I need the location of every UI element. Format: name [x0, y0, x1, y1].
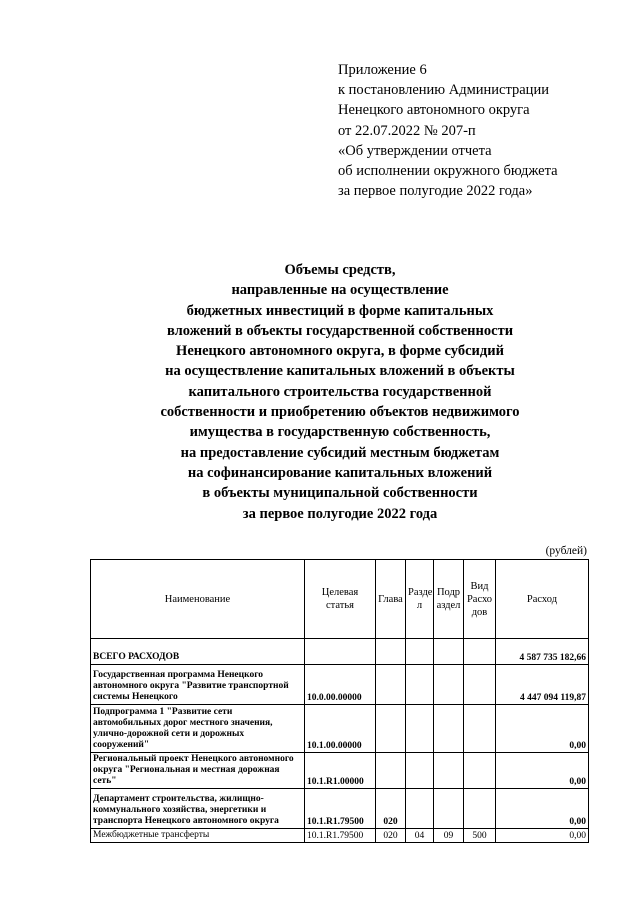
row-chapter	[376, 665, 406, 705]
header-expense-type: Вид Расхо дов	[464, 560, 496, 639]
row-section	[406, 753, 434, 789]
title-line: направленные на осуществление	[231, 282, 449, 299]
document-title	[90, 260, 590, 524]
row-name: Межбюджетные трансферты	[91, 829, 305, 843]
table-row	[91, 639, 589, 665]
header-amount: Расход	[496, 560, 589, 639]
row-amount: 0,00	[496, 705, 589, 753]
row-name: ВСЕГО РАСХОДОВ	[91, 639, 305, 665]
row-expense-type: 500	[464, 829, 496, 843]
appendix-line: «Об утверждении отчета	[338, 142, 492, 159]
row-subsection	[434, 639, 464, 665]
row-subsection	[434, 665, 464, 705]
title-line: на предоставление субсидий местным бюджетам	[180, 444, 500, 461]
table-row	[91, 705, 589, 753]
table-header-row	[91, 560, 589, 639]
header-subsection: Подр аздел	[434, 560, 464, 639]
row-amount: 4 587 735 182,66	[496, 639, 589, 665]
appendix-line: об исполнении окружного бюджета	[338, 163, 558, 180]
row-subsection	[434, 753, 464, 789]
units-label: (рублей)	[545, 545, 587, 557]
row-section	[406, 789, 434, 829]
row-name: Государственная программа Ненецкого автономного округа "Развитие транспортной системы Ненецкого	[91, 665, 305, 705]
row-name: Департамент строительства, жилищно-коммунального хозяйства, энергетики и транспорта Ненецкого автономного округа	[91, 789, 305, 829]
row-chapter: 020	[376, 829, 406, 843]
appendix-line: Ненецкого автономного округа	[338, 102, 530, 119]
title-line: капитального строительства государственной	[188, 383, 492, 400]
row-chapter	[376, 639, 406, 665]
row-chapter	[376, 705, 406, 753]
appendix-header	[338, 60, 558, 201]
header-target: Целевая статья	[305, 560, 376, 639]
row-subsection	[434, 789, 464, 829]
header-name: Наименование	[91, 560, 305, 639]
row-name: Подпрограмма 1 "Развитие сети автомобильных дорог местного значения, улично-дорожной сети и дорожных сооружений"	[91, 705, 305, 753]
row-target: 10.1.R1.00000	[305, 753, 376, 789]
row-expense-type	[464, 705, 496, 753]
row-subsection	[434, 705, 464, 753]
row-target	[305, 639, 376, 665]
expenditure-table	[90, 559, 589, 843]
row-amount: 4 447 094 119,87	[496, 665, 589, 705]
table-row	[91, 753, 589, 789]
row-amount: 0,00	[496, 753, 589, 789]
header-chapter: Глава	[376, 560, 406, 639]
appendix-line: от 22.07.2022 № 207-п	[338, 122, 476, 139]
appendix-line: Приложение 6	[338, 62, 427, 78]
row-chapter: 020	[376, 789, 406, 829]
title-line: в объекты муниципальной собственности	[202, 485, 478, 502]
row-section: 04	[406, 829, 434, 843]
row-name: Региональный проект Ненецкого автономного округа "Региональная и местная дорожная сеть"	[91, 753, 305, 789]
row-target: 10.1.00.00000	[305, 705, 376, 753]
table-row	[91, 829, 589, 843]
row-section	[406, 665, 434, 705]
row-section	[406, 639, 434, 665]
row-subsection: 09	[434, 829, 464, 843]
title-line: собственности и приобретению объектов недвижимого	[160, 404, 520, 421]
row-chapter	[376, 753, 406, 789]
row-expense-type	[464, 639, 496, 665]
title-line: за первое полугодие 2022 года	[242, 505, 438, 522]
appendix-line: за первое полугодие 2022 года»	[338, 183, 533, 200]
title-line: Ненецкого автономного округа, в форме субсидий	[176, 343, 504, 360]
title-line: на осуществление капитальных вложений в объекты	[165, 363, 515, 380]
title-line: Объемы средств,	[284, 262, 396, 278]
row-target: 10.1.R1.79500	[305, 829, 376, 843]
title-line: бюджетных инвестиций в форме капитальных	[186, 302, 494, 319]
table-row	[91, 789, 589, 829]
row-target: 10.1.R1.79500	[305, 789, 376, 829]
title-line: вложений в объекты государственной собственности	[166, 322, 514, 339]
row-amount: 0,00	[496, 789, 589, 829]
row-section	[406, 705, 434, 753]
table-row	[91, 665, 589, 705]
row-expense-type	[464, 665, 496, 705]
row-amount: 0,00	[496, 829, 589, 843]
row-expense-type	[464, 789, 496, 829]
header-section: Разде л	[406, 560, 434, 639]
row-target: 10.0.00.00000	[305, 665, 376, 705]
row-expense-type	[464, 753, 496, 789]
title-line: имущества в государственную собственность,	[189, 424, 491, 441]
title-line: на софинансирование капитальных вложений	[187, 464, 493, 481]
appendix-line: к постановлению Администрации	[338, 82, 549, 99]
